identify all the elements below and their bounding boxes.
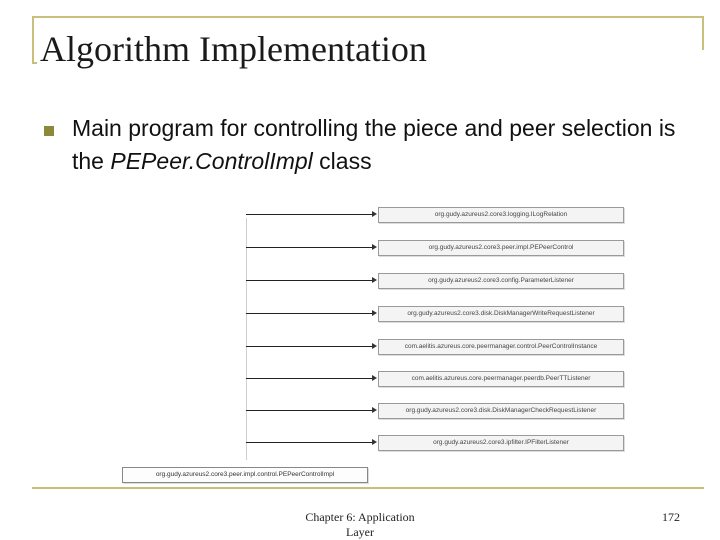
bullet-class-name: PEPeer.ControlImpl [110,148,313,174]
footer-rule [32,487,704,489]
connector-line [246,247,372,248]
footer-chapter: Chapter 6: Application Layer [305,510,415,539]
interface-box: com.aelitis.azureus.core.peermanager.peerdb.PeerTTListener [378,371,624,387]
arrowhead-icon [372,310,377,316]
arrowhead-icon [372,375,377,381]
slide-title: Algorithm Implementation [40,29,427,69]
connector-line [246,313,372,314]
arrowhead-icon [372,277,377,283]
bullet-text-suffix: class [312,148,372,174]
interface-box: org.gudy.azureus2.core3.ipfilter.IPFilterListener [378,435,624,451]
interface-box: org.gudy.azureus2.core3.disk.DiskManagerCheckRequestListener [378,403,624,419]
interface-box: org.gudy.azureus2.core3.logging.ILogRelation [378,207,624,223]
main-class-box: org.gudy.azureus2.core3.peer.impl.control.PEPeerControlImpl [122,467,368,483]
arrowhead-icon [372,211,377,217]
arrowhead-icon [372,244,377,250]
interface-box: org.gudy.azureus2.core3.disk.DiskManagerWriteRequestListener [378,306,624,322]
diagram-spine [246,218,247,460]
arrowhead-icon [372,343,377,349]
arrowhead-icon [372,407,377,413]
page-number: 172 [662,510,680,524]
connector-line [246,378,372,379]
bullet-text-prefix: Main program for controlling the piece and peer selection is the [72,115,676,174]
connector-line [246,410,372,411]
connector-line [246,214,372,215]
connector-line [246,346,372,347]
interface-box: org.gudy.azureus2.core3.peer.impl.PEPeerControl [378,240,624,256]
interface-box: org.gudy.azureus2.core3.config.ParameterListener [378,273,624,289]
arrowhead-icon [372,439,377,445]
connector-line [246,280,372,281]
interface-box: com.aelitis.azureus.core.peermanager.control.PeerControlInstance [378,339,624,355]
connector-line [246,442,372,443]
